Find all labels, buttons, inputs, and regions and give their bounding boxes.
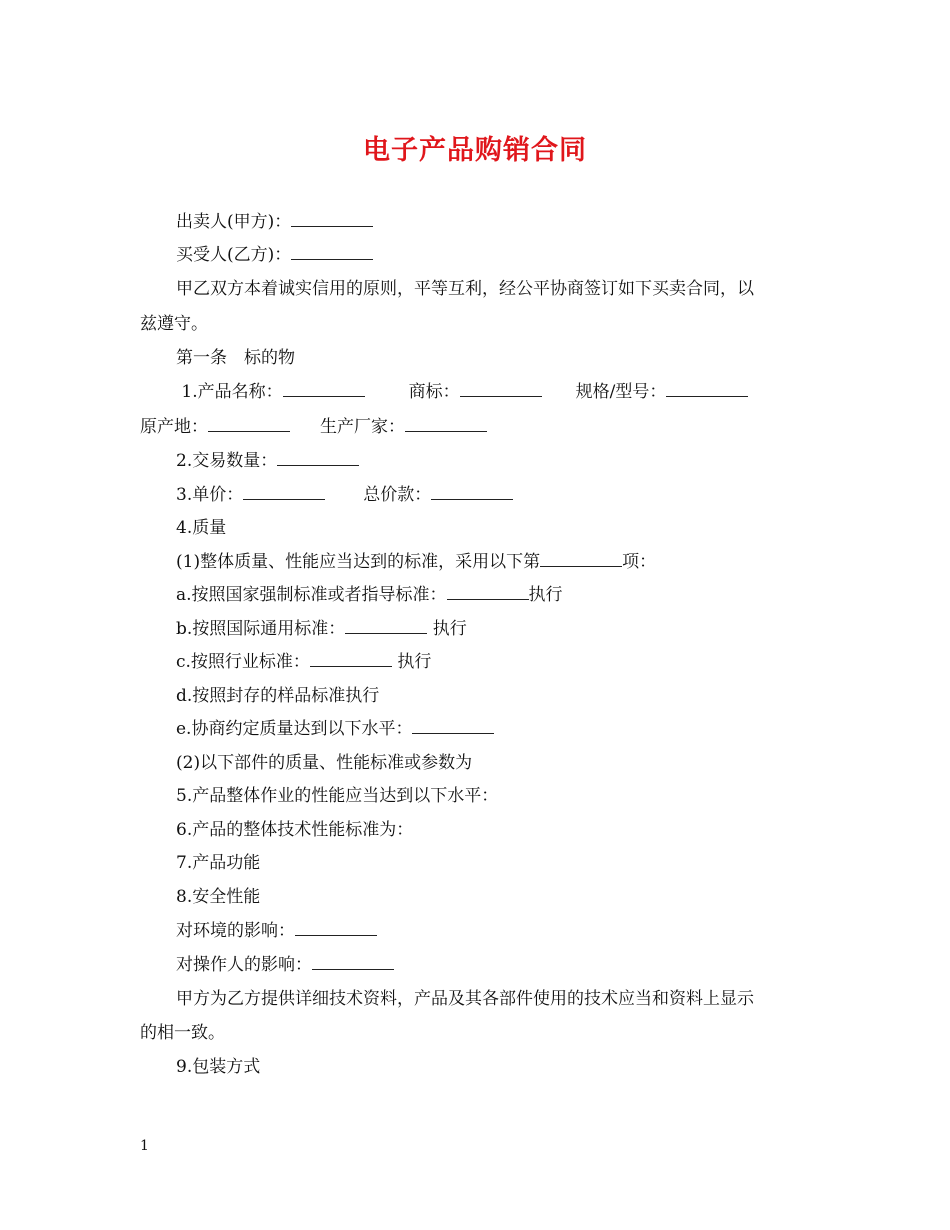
item-1-line2: 原产地： 生产厂家： (140, 417, 820, 437)
product-name-blank[interactable] (283, 382, 365, 397)
model-blank[interactable] (666, 382, 748, 397)
international-standard-blank[interactable] (345, 619, 427, 634)
maker-blank[interactable] (405, 417, 487, 432)
operator-line: 对操作人的影响： (140, 955, 856, 975)
quality-c-line: c.按照行业标准： 执行 (176, 652, 432, 672)
page-number: 1 (140, 1138, 149, 1154)
agreed-quality-blank[interactable] (412, 719, 494, 734)
quality-d-line: d.按照封存的样品标准执行 (176, 686, 380, 706)
intro-paragraph-line1: 甲乙双方本着诚实信用的原则，平等互利，经公平协商签订如下买卖合同，以 (176, 279, 754, 299)
origin-blank[interactable] (208, 417, 290, 432)
tech-paragraph-line2: 的相一致。 (140, 1023, 225, 1043)
quality-2-line: (2)以下部件的质量、性能标准或参数为 (176, 753, 473, 773)
quality-a-line: a.按照国家强制标准或者指导标准： 执行 (176, 585, 563, 605)
industry-standard-blank[interactable] (310, 652, 392, 667)
quality-e-line: e.协商约定质量达到以下水平： (140, 719, 856, 739)
tech-paragraph-line1: 甲方为乙方提供详细技术资料，产品及其各部件使用的技术应当和资料上显示 (176, 989, 754, 1009)
item-4-line: 4.质量 (176, 518, 227, 538)
item-6-line: 6.产品的整体技术性能标准为： (176, 820, 414, 840)
total-blank[interactable] (431, 485, 513, 500)
brand-blank[interactable] (460, 382, 542, 397)
item-5-line: 5.产品整体作业的性能应当达到以下水平： (176, 786, 499, 806)
item-8-line: 8.安全性能 (176, 887, 261, 907)
article-1-heading: 第一条 标的物 (176, 348, 295, 368)
item-2-line: 2.交易数量： (140, 451, 856, 471)
operator-blank[interactable] (312, 955, 394, 970)
seller-line: 出卖人(甲方)： (140, 212, 856, 232)
seller-blank[interactable] (291, 212, 373, 227)
item-3-line: 3.单价： 总价款： (140, 485, 856, 505)
buyer-line: 买受人(乙方)： (140, 245, 856, 265)
buyer-blank[interactable] (291, 245, 373, 260)
item-1-line: 1.产品名称： 商标： 规格/型号： (140, 382, 856, 402)
item-7-line: 7.产品功能 (176, 853, 261, 873)
quality-b-line: b.按照国际通用标准： 执行 (176, 619, 467, 639)
intro-paragraph-line2: 兹遵守。 (140, 314, 208, 334)
item-9-line: 9.包装方式 (176, 1057, 261, 1077)
price-blank[interactable] (243, 485, 325, 500)
quantity-blank[interactable] (277, 451, 359, 466)
document-title: 电子产品购销合同 (363, 135, 587, 166)
national-standard-blank[interactable] (447, 585, 529, 600)
quality-1-line: (1)整体质量、性能应当达到的标准，采用以下第 项： (176, 552, 657, 572)
quality-option-blank[interactable] (540, 552, 622, 567)
environment-line: 对环境的影响： (140, 921, 856, 941)
environment-blank[interactable] (295, 921, 377, 936)
